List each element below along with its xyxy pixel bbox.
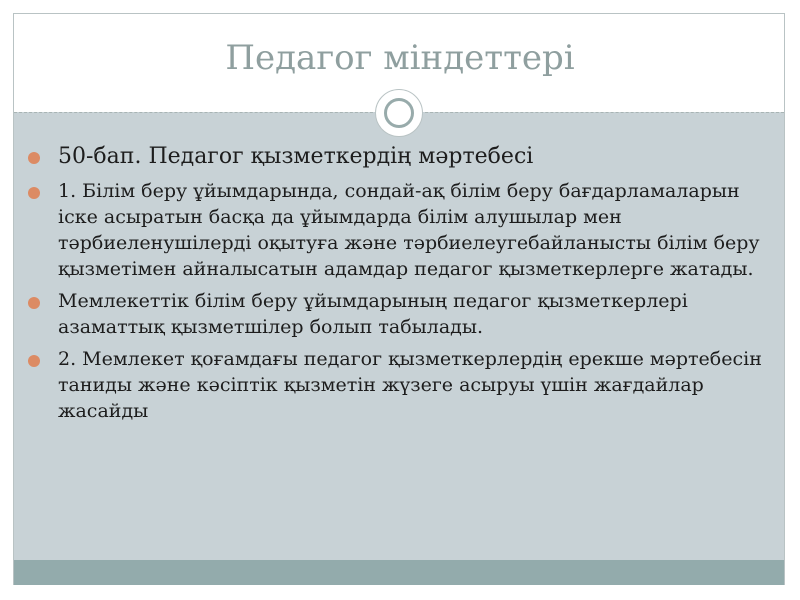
bullet-list <box>58 142 770 430</box>
bullet-text: 2. Мемлекет қоғамдағы педагог қызметкерлердің ерекше мәртебесін таниды және кәсіптік қызметін жүзеге асыруы үшін жағдайлар жасайды <box>58 348 762 422</box>
bullet-dot-icon <box>28 297 40 309</box>
bullet-dot-icon <box>28 187 40 199</box>
slide-title: Педагог міндеттері <box>225 38 575 78</box>
bullet-dot-icon <box>28 152 40 164</box>
bullet-item <box>58 288 770 340</box>
bullet-item <box>58 346 770 424</box>
bullet-dot-icon <box>28 355 40 367</box>
bullet-text: Мемлекеттік білім беру ұйымдарының педагог қызметкерлері азаматтық қызметшілер болып табылады. <box>58 290 688 338</box>
circle-ornament-inner-icon <box>384 98 414 128</box>
bullet-text: 50-бап. Педагог қызметкердің мәртебесі <box>58 144 534 169</box>
footer-bar <box>14 560 784 585</box>
bullet-item <box>58 178 770 282</box>
bullet-item <box>58 142 770 172</box>
bullet-text: 1. Білім беру ұйымдарында, сондай-ақ білім беру бағдарламаларын іске асыратын басқа да ұйымдарда білім алушылар мен тәрбиеленушілерді оқытуға және тәрбиелеугебайланысты білім беру қызметімен айналысатын адамдар педагог қызметкерлерге жатады. <box>58 180 760 280</box>
